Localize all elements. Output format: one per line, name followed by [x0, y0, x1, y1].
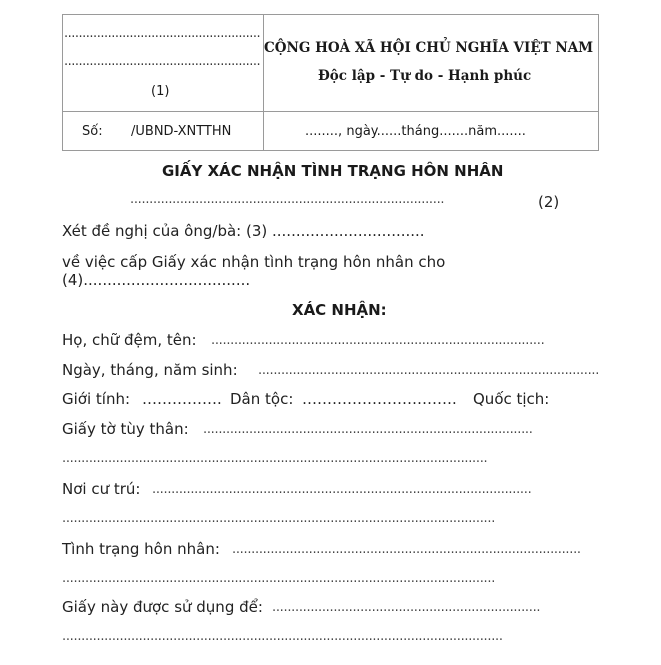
date-line: ........, ngày......tháng.......năm.......	[305, 124, 526, 139]
su-dung-label: Giấy này được sử dụng để:	[62, 598, 263, 616]
authority-dots: ..................................................................................	[130, 192, 445, 207]
tinh-trang-cont-dots: .................................................................................................................	[62, 571, 496, 586]
table-divider-horizontal	[63, 111, 598, 112]
table-divider-vertical	[263, 15, 264, 150]
su-dung-cont-dots: ...................................................................................................................	[62, 629, 503, 644]
so-label: Số:	[82, 124, 103, 139]
giay-to-cont-dots: ...............................................................................................................	[62, 451, 488, 466]
ngay-sinh-dots: .........................................................................................	[258, 363, 600, 378]
ngay-sinh-label: Ngày, tháng, năm sinh:	[62, 361, 238, 379]
ho-ten-label: Họ, chữ đệm, tên:	[62, 331, 197, 349]
giay-to-dots: ......................................................................................	[203, 422, 533, 437]
gioi-tinh-dots: …………….	[142, 390, 222, 408]
xet-de-nghi-line: Xét đề nghị của ông/bà: (3) ................................	[62, 222, 425, 240]
authority-ref-2: (2)	[538, 193, 560, 211]
xac-nhan-heading: XÁC NHẬN:	[292, 301, 387, 319]
national-motto: Độc lập - Tự do - Hạnh phúc	[318, 68, 532, 84]
noi-cu-tru-label: Nơi cư trú:	[62, 480, 141, 498]
agency-dots-line-1: ......................................................	[64, 26, 261, 41]
su-dung-dots: ......................................................................	[272, 600, 541, 615]
tinh-trang-label: Tình trạng hôn nhân:	[62, 540, 220, 558]
agency-dots-line-2: ......................................................	[64, 54, 261, 69]
country-name: CỘNG HOÀ XÃ HỘI CHỦ NGHĨA VIỆT NAM	[264, 40, 594, 56]
dan-toc-label: Dân tộc:	[230, 390, 294, 408]
giay-to-label: Giấy tờ tùy thân:	[62, 420, 189, 438]
quoc-tich-label: Quốc tịch:	[473, 390, 550, 408]
so-value: /UBND-XNTTHN	[131, 124, 232, 139]
ho-ten-dots: .......................................................................................	[211, 333, 545, 348]
noi-cu-tru-cont-dots: .................................................................................................................	[62, 511, 496, 526]
tinh-trang-dots: ...........................................................................................	[232, 542, 581, 557]
document-title: GIẤY XÁC NHẬN TÌNH TRẠNG HÔN NHÂN	[162, 162, 504, 180]
agency-ref-1: (1)	[151, 84, 170, 99]
ref4-line: (4)...................................	[62, 271, 251, 289]
ve-viec-line: về việc cấp Giấy xác nhận tình trạng hôn nhân cho	[62, 253, 446, 271]
gioi-tinh-label: Giới tính:	[62, 390, 131, 408]
noi-cu-tru-dots: ...................................................................................................	[152, 482, 532, 497]
dan-toc-dots: ………………………….	[302, 390, 457, 408]
